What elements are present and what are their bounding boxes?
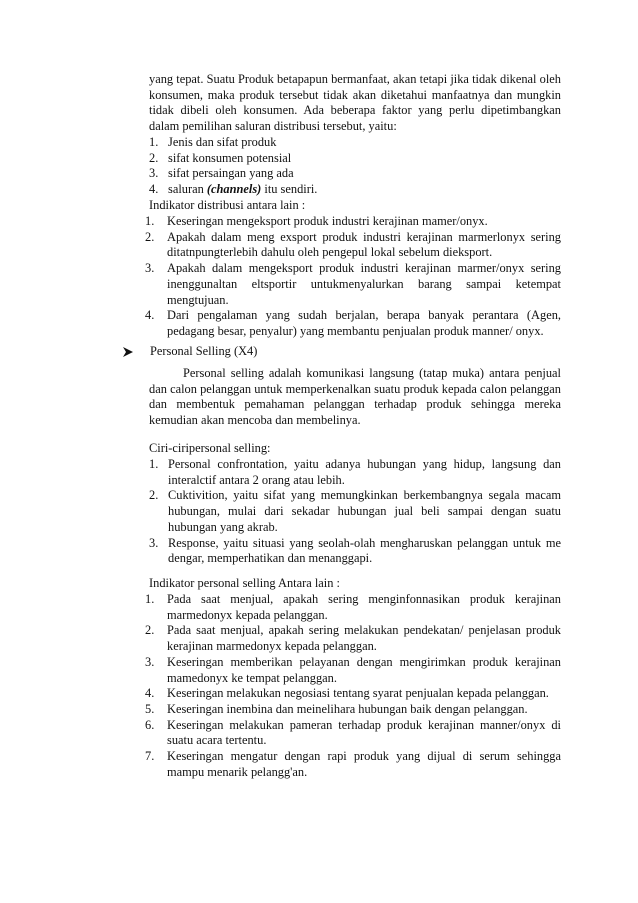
list-text-emphasis: (channels) [206,182,262,197]
personal-selling-paragraph: Personal selling adalah komunikasi langsung (tatap muka) antara penjual dan calon pelanggan untuk memperkenalkan suatu produk kepada calon pelanggan dan membentuk pemahaman pelanggan terhadap produk sehingga mereka kemudian akan mencoba dan membelinya. [149,366,561,428]
list-number: 5. [145,701,155,716]
list-item [145,718,561,749]
list-item [145,214,561,230]
list-number: 2. [145,229,155,244]
list-item [149,151,561,167]
list-text-after: itu sendiri. [261,182,318,197]
list-text: Keseringan inembina dan meinelihara hubungan baik dengan pelanggan. [167,701,528,716]
list-item [149,488,561,535]
list-item [149,166,561,182]
list-text: Keseringan memberikan pelayanan dengan mengirimkan produk kerajinan mamedonyx ke tempat pelanggan. [167,654,561,685]
arrowhead-bullet-icon [122,346,134,358]
list-text: Keseringan mengeksport produk industri kerajinan mamer/onyx. [167,214,488,228]
list-text: Keseringan mengatur dengan rapi produk yang dijual di serum sehingga mampu menarik pelangg'an. [167,749,561,779]
list-text-before: saluran [168,182,207,197]
list-item [145,261,561,308]
list-text: Apakah dalam meng exsport produk industri kerajinan marmerlonyx sering ditatnpungterlebih dahulu oleh pengepul lokal sebelum dieksport. [167,229,561,260]
list-number: 7. [145,749,155,764]
list-text: sifat persaingan yang ada [168,166,294,181]
list-item [149,182,561,198]
list-item [145,749,561,780]
list-text: Keseringan melakukan negosiasi tentang syarat penjualan kepada pelanggan. [167,686,549,701]
factor-list [149,135,561,198]
list-number: 6. [145,717,155,732]
list-number: 2. [149,488,159,503]
list-item [149,135,561,151]
list-number: 3. [145,654,155,669]
list-number: 1. [145,214,155,228]
intro-paragraph: yang tepat. Suatu Produk betapapun bermanfaat, akan tetapi jika tidak dikenal oleh konsumen, maka produk tersebut tidak akan diketahui manfaatnya dan mungkin tidak dibeli oleh konsumen. Ada beberapa faktor yang perlu dipetimbangkan dalam pemilihan saluran distribusi tersebut, yaitu: [149,72,561,134]
section-title: Personal Selling (X4) [150,344,258,358]
list-item [149,457,561,488]
list-number: 1. [149,457,159,471]
list-number: 2. [145,623,155,638]
list-item [149,536,561,567]
list-text [168,182,561,198]
list-text: Cuktivition, yaitu sifat yang memungkinkan berkembangnya segala macam hubungan, mulai dari sekadar hubungan jual beli sampai dengan suatu hubungan yang akrab. [168,488,561,534]
list-text: Apakah dalam mengeksport produk industri kerajinan marmer/onyx sering inenggunaltan eltsportir untukmenyalurkan barang sampai ketempat mengtujuan. [167,261,561,307]
selling-indicator-list [145,592,561,780]
list-text: Response, yaitu situasi yang seolah-olah mengharuskan pelanggan untuk me dengar, memperhatikan dan menanggapi. [168,535,561,566]
list-item [145,592,561,623]
list-text: Jenis dan sifat produk [168,135,277,149]
list-item [145,655,561,686]
list-number: 4. [145,308,155,323]
list-item [145,702,561,718]
list-text: Keseringan melakukan pameran terhadap produk kerajinan manner/onyx di suatu acara tertentu. [167,717,561,748]
list-text: Dari pengalaman yang sudah berjalan, berapa banyak perantara (Agen, pedagang besar, penyalur) yang membantu penjualan produk manner/ onyx. [167,308,561,338]
list-number: 1. [149,135,159,149]
list-number: 1. [145,592,155,606]
distribution-indicator-heading: Indikator distribusi antara lain : [149,198,306,212]
list-text: sifat konsumen potensial [168,150,292,165]
list-item [145,623,561,654]
list-number: 3. [149,535,159,550]
list-number: 3. [145,261,155,276]
list-number: 4. [149,182,159,197]
list-text: Pada saat menjual, apakah sering melakukan pendekatan/ penjelasan produk kerajinan marmedonyx kepada pelanggan. [167,623,561,654]
list-item [145,308,561,339]
list-text: Pada saat menjual, apakah sering menginfonnasikan produk kerajinan marmedonyx kepada pelanggan. [167,592,561,622]
list-number: 2. [149,150,159,165]
list-item [145,230,561,261]
selling-indicator-heading: Indikator personal selling Antara lain : [149,576,340,590]
list-item [145,686,561,702]
list-number: 3. [149,166,159,181]
list-text: Personal confrontation, yaitu adanya hubungan yang hidup, langsung dan interalctif antara 2 orang atau lebih. [168,457,561,487]
list-number: 4. [145,686,155,701]
characteristics-heading: Ciri-ciripersonal selling: [149,441,271,455]
characteristics-list [149,457,561,567]
distribution-indicator-list [145,214,561,340]
